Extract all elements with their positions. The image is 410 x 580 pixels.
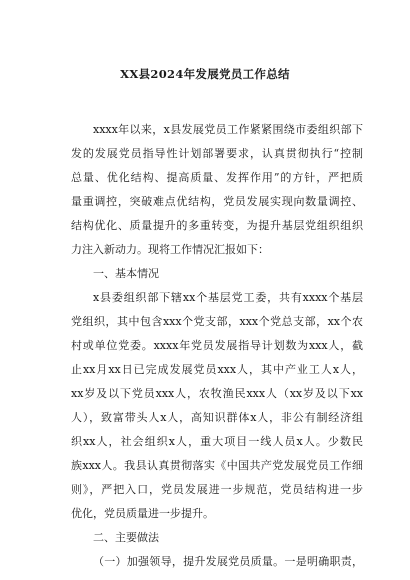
paragraph-line: 党组织，其中包含xxx个党支部，xxx个党总支部，xx个农 [71,315,363,328]
paragraph-line: 止xx月xx日已完成发展党员xxx人，其中产业工人x人， [71,363,363,376]
paragraph-line: 力注入新动力。现将工作情况汇报如下： [71,243,269,256]
paragraph-line: 发的发展党员指导性计划部署要求，认真贯彻执行“控制 [71,147,363,160]
paragraph-line: 织xx人，社会组织x人，重大项目一线人员x人。少数民 [71,435,363,448]
paragraph-line: 人），致富带头人x人，高知识群体x人，非公有制经济组 [71,411,363,424]
paragraph-line: 则》，严把入口，党员发展进一步规范，党员结构进一步 [71,483,363,496]
section-heading: 一、基本情况 [93,267,159,280]
paragraph-line: 总量、优化结构、提高质量、发挥作用”的方针，严把质 [71,171,363,184]
paragraph-line: 村或单位党委。xxxx年党员发展指导计划数为xxx人，截 [71,339,363,352]
section-heading: 二、主要做法 [93,531,159,544]
document-title: XX县2024年发展党员工作总结 [120,67,290,81]
paragraph-line: 族xxx人。我县认真贯彻落实《中国共产党发展党员工作细 [71,459,363,472]
subsection-line: （一）加强领导，提升发展党员质量。一是明确职责， [93,555,363,568]
paragraph-line: 量重调控，突破难点优结构，党员发展实现向数量调控、 [71,195,363,208]
paragraph-line: 结构优化、质量提升的多重转变，为提升基层党组织组织 [71,219,363,232]
paragraph-line: x县委组织部下辖xx个基层党工委，共有xxxx个基层 [93,291,363,304]
paragraph-line: xx岁及以下党员xxx人，农牧渔民xxx人（xx岁及以下xx [71,387,363,400]
paragraph-line: 优化，党员质量进一步提升。 [71,507,214,520]
paragraph-line: xxxx年以来，x县发展党员工作紧紧围绕市委组织部下 [93,123,363,136]
